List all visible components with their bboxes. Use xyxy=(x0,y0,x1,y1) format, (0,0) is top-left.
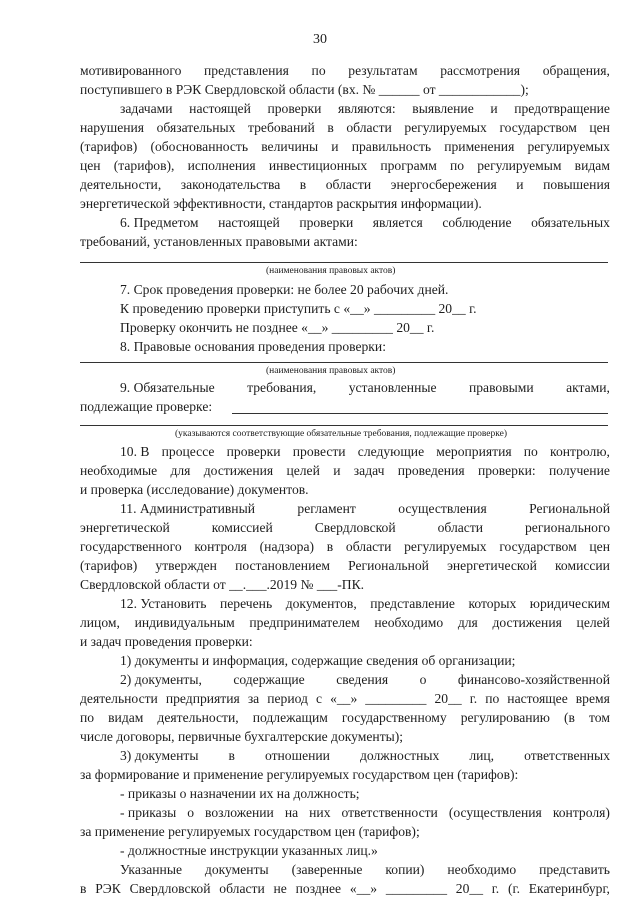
word: Региональной xyxy=(348,558,429,573)
word: регулируемым xyxy=(477,158,562,173)
page-number: 30 xyxy=(313,32,327,47)
text-line xyxy=(80,537,610,556)
text-line xyxy=(120,746,610,765)
word: результатам xyxy=(348,63,418,78)
text-line: Свердловской области от __.___.2019 № ___-ПК. xyxy=(80,577,365,592)
word: мероприятия xyxy=(436,444,512,459)
word: установленные xyxy=(348,380,437,395)
text-line: числе договоры, первичные бухгалтерские документы); xyxy=(80,729,404,744)
word: государством xyxy=(499,120,577,135)
text-line xyxy=(80,689,610,708)
word: целей xyxy=(576,615,610,630)
text-line xyxy=(80,708,610,727)
word: 11. Административный xyxy=(120,501,255,516)
word: г. xyxy=(491,881,500,896)
text-line: подлежащие проверке: xyxy=(80,399,213,414)
word: проверки xyxy=(267,101,322,116)
word: является xyxy=(372,215,423,230)
text-line: и задач проведения проверки: xyxy=(80,634,253,649)
word: за xyxy=(247,691,260,706)
word: перечень xyxy=(220,596,273,611)
word: 2) документы, xyxy=(120,672,202,687)
word: Региональной xyxy=(529,501,610,516)
word: регулированию xyxy=(460,710,550,725)
word: законодательства xyxy=(180,177,281,192)
word: 12. Установить xyxy=(120,596,207,611)
word: ответственности xyxy=(341,805,438,820)
word: являются: xyxy=(337,101,396,116)
word: отношении xyxy=(264,748,330,763)
word: 3) документы xyxy=(120,748,199,763)
text-line xyxy=(80,879,610,898)
blank-line xyxy=(80,362,608,363)
text-line xyxy=(80,137,610,156)
word: документов, xyxy=(285,596,357,611)
text-line: энергетической эффективности, стандартов раскрытия информации). xyxy=(80,196,482,211)
word: целей xyxy=(286,463,320,478)
word: (обоснованность xyxy=(150,139,249,154)
word: ответственных xyxy=(524,748,610,763)
word: подлежащим xyxy=(252,710,328,725)
word: _________ xyxy=(385,881,448,896)
word: следующие xyxy=(357,444,425,459)
word: период xyxy=(267,691,308,706)
word: 10. В xyxy=(120,444,150,459)
text-line xyxy=(120,213,610,232)
word: представление xyxy=(370,596,455,611)
text-line xyxy=(120,99,610,118)
word: лиц, xyxy=(469,748,495,763)
word: достижения xyxy=(492,615,562,630)
text-line xyxy=(80,518,610,537)
word: программ xyxy=(380,158,437,173)
word: 6. Предметом xyxy=(120,215,199,230)
word: задач xyxy=(353,463,385,478)
word: возложении xyxy=(205,805,274,820)
word: (надзора) xyxy=(259,539,315,554)
word: повышения xyxy=(543,177,610,192)
word: в xyxy=(327,120,334,135)
word: должностных xyxy=(359,748,440,763)
word: копии) xyxy=(385,862,425,877)
word: и xyxy=(516,177,524,192)
word: представить xyxy=(539,862,610,877)
word: применения xyxy=(444,139,515,154)
word: РЭК xyxy=(95,881,121,896)
text-line xyxy=(80,461,610,480)
word: не xyxy=(273,881,287,896)
blank-line xyxy=(80,425,608,426)
word: по xyxy=(450,158,465,173)
text-line xyxy=(80,118,610,137)
word: провести xyxy=(292,444,346,459)
word: Екатеринбург, xyxy=(528,881,610,896)
word: контролю, xyxy=(550,444,610,459)
word: области xyxy=(325,177,372,192)
word: регулируемых xyxy=(527,139,610,154)
word: настоящей xyxy=(218,215,280,230)
word: получение xyxy=(548,463,610,478)
word: необходимые xyxy=(80,463,158,478)
text-line xyxy=(80,556,610,575)
word: регламент xyxy=(297,501,356,516)
word: видам xyxy=(108,710,144,725)
text-line xyxy=(80,61,610,80)
word: для xyxy=(457,615,478,630)
word: том xyxy=(589,710,610,725)
word: обращения, xyxy=(542,63,610,78)
word: сведения xyxy=(336,672,389,687)
text-line xyxy=(120,499,610,518)
word: 9. Обязательные xyxy=(120,380,215,395)
word: проверки: xyxy=(477,463,536,478)
word: предприятия xyxy=(165,691,240,706)
word: энергетической xyxy=(447,558,537,573)
blank-line xyxy=(232,413,608,414)
word: о xyxy=(419,672,427,687)
word: правильность xyxy=(351,139,432,154)
word: «__» xyxy=(330,691,358,706)
word: Свердловской xyxy=(129,881,211,896)
word: цен xyxy=(80,158,101,173)
word: комиссией xyxy=(211,520,273,535)
word: деятельности, xyxy=(157,710,239,725)
text-line: требований, установленных правовыми актами: xyxy=(80,234,358,249)
word: г. xyxy=(469,691,478,706)
word: в xyxy=(228,748,235,763)
word: Указанные xyxy=(120,862,182,877)
word: (заверенные xyxy=(291,862,363,877)
caption: (указываются соответствующие обязательные требования, подлежащие проверке) xyxy=(175,429,508,439)
word: (г. xyxy=(508,881,520,896)
word: содержащие xyxy=(233,672,305,687)
word: области xyxy=(437,520,484,535)
word: энергетической xyxy=(80,520,170,535)
word: предпринимателем xyxy=(249,615,360,630)
text-line xyxy=(80,613,610,632)
word: контроля) xyxy=(552,805,610,820)
text-line: Проверку окончить не позднее «__» _________ 20__ г. xyxy=(120,320,435,335)
word: время xyxy=(575,691,610,706)
text-line: 8. Правовые основания проведения проверки: xyxy=(120,339,386,354)
word: государством xyxy=(499,539,577,554)
word: по xyxy=(523,444,538,459)
word: достижения xyxy=(203,463,274,478)
word: Свердловской xyxy=(314,520,396,535)
word: настоящей xyxy=(189,101,251,116)
text-line xyxy=(120,803,610,822)
text-line: - приказы о назначении их на должность; xyxy=(120,786,360,801)
word: необходимо xyxy=(447,862,517,877)
word: них xyxy=(309,805,331,820)
blank-line xyxy=(80,262,608,263)
text-line: - должностные инструкции указанных лиц.» xyxy=(120,843,378,858)
word: задачами xyxy=(120,101,173,116)
text-line: К проведению проверки приступить с «__» _________ 20__ г. xyxy=(120,301,477,316)
word: осуществления xyxy=(398,501,487,516)
word: индивидуальным xyxy=(134,615,235,630)
text-line xyxy=(80,175,610,194)
word: проверки xyxy=(226,444,281,459)
word: настоящее xyxy=(507,691,568,706)
word: энергосбережения xyxy=(390,177,497,192)
text-line: 1) документы и информация, содержащие сведения об организации; xyxy=(120,653,516,668)
word: области xyxy=(346,120,392,135)
word: 20__ xyxy=(455,881,483,896)
word: деятельности, xyxy=(80,177,162,192)
word: (тарифов), xyxy=(113,158,175,173)
word: обязательных xyxy=(156,120,236,135)
word: необходимо xyxy=(374,615,444,630)
word: области xyxy=(219,881,265,896)
word: и xyxy=(490,101,498,116)
word: (тарифов) xyxy=(80,139,138,154)
text-line: и проверка (исследование) документов. xyxy=(80,482,309,497)
caption: (наименования правовых актов) xyxy=(266,266,396,276)
text-line: 7. Срок проведения проверки: не более 20 рабочих дней. xyxy=(120,282,449,297)
word: рассмотрения xyxy=(440,63,521,78)
word: документы xyxy=(204,862,269,877)
word: (осуществления xyxy=(448,805,542,820)
text-line: за формирование и применение регулируемых государством цен (тарифов): xyxy=(80,767,519,782)
word: цен xyxy=(589,539,610,554)
word: и xyxy=(331,139,339,154)
word: утвержден xyxy=(155,558,217,573)
word: актами, xyxy=(566,380,610,395)
text-line xyxy=(120,670,610,689)
word: на xyxy=(284,805,299,820)
word: о xyxy=(187,805,195,820)
word: видам xyxy=(574,158,610,173)
word: юридическим xyxy=(529,596,610,611)
word: регулируемых xyxy=(404,120,487,135)
word: мотивированного xyxy=(80,63,182,78)
word: (тарифов) xyxy=(80,558,138,573)
word: комиссии xyxy=(555,558,610,573)
word: государственного xyxy=(80,539,182,554)
word: цен xyxy=(589,120,610,135)
word: постановлением xyxy=(235,558,330,573)
word: которых xyxy=(468,596,517,611)
word: исполнения xyxy=(187,158,256,173)
word: проведения xyxy=(397,463,465,478)
word: для xyxy=(170,463,191,478)
word: - приказы xyxy=(120,805,177,820)
word: в xyxy=(299,177,307,192)
word: «__» xyxy=(349,881,378,896)
text-line: поступившего в РЭК Свердловской области (вх. № ______ от ____________); xyxy=(80,82,529,97)
caption: (наименования правовых актов) xyxy=(266,366,396,376)
word: по xyxy=(80,710,95,725)
word: нарушения xyxy=(80,120,145,135)
word: финансово-хозяйственной xyxy=(457,672,610,687)
word: инвестиционных xyxy=(268,158,368,173)
word: требования, xyxy=(247,380,317,395)
text-line xyxy=(120,378,610,397)
word: предотвращение xyxy=(514,101,610,116)
text-line: за применение регулируемых государством цен (тарифов); xyxy=(80,824,420,839)
word: в xyxy=(80,881,87,896)
word: по xyxy=(311,63,326,78)
word: выявление xyxy=(412,101,474,116)
text-line xyxy=(120,860,610,879)
word: деятельности xyxy=(80,691,158,706)
word: требований xyxy=(248,120,315,135)
word: обязательных xyxy=(531,215,610,230)
text-line xyxy=(120,442,610,461)
text-line xyxy=(120,594,610,613)
text-line xyxy=(80,156,610,175)
word: и xyxy=(333,463,341,478)
word: 20__ xyxy=(434,691,462,706)
word: по xyxy=(485,691,500,706)
word: государственному xyxy=(341,710,447,725)
word: регулируемых xyxy=(404,539,487,554)
word: с xyxy=(315,691,323,706)
word: процессе xyxy=(161,444,215,459)
word: регионального xyxy=(525,520,610,535)
word: представления xyxy=(204,63,289,78)
word: _________ xyxy=(365,691,427,706)
word: в xyxy=(326,539,334,554)
word: области xyxy=(345,539,392,554)
word: соблюдение xyxy=(442,215,512,230)
word: (в xyxy=(564,710,575,725)
word: правовыми xyxy=(468,380,534,395)
word: величины xyxy=(261,139,319,154)
word: лицом, xyxy=(80,615,120,630)
word: контроля xyxy=(194,539,247,554)
word: позднее xyxy=(295,881,342,896)
word: проверки xyxy=(299,215,354,230)
